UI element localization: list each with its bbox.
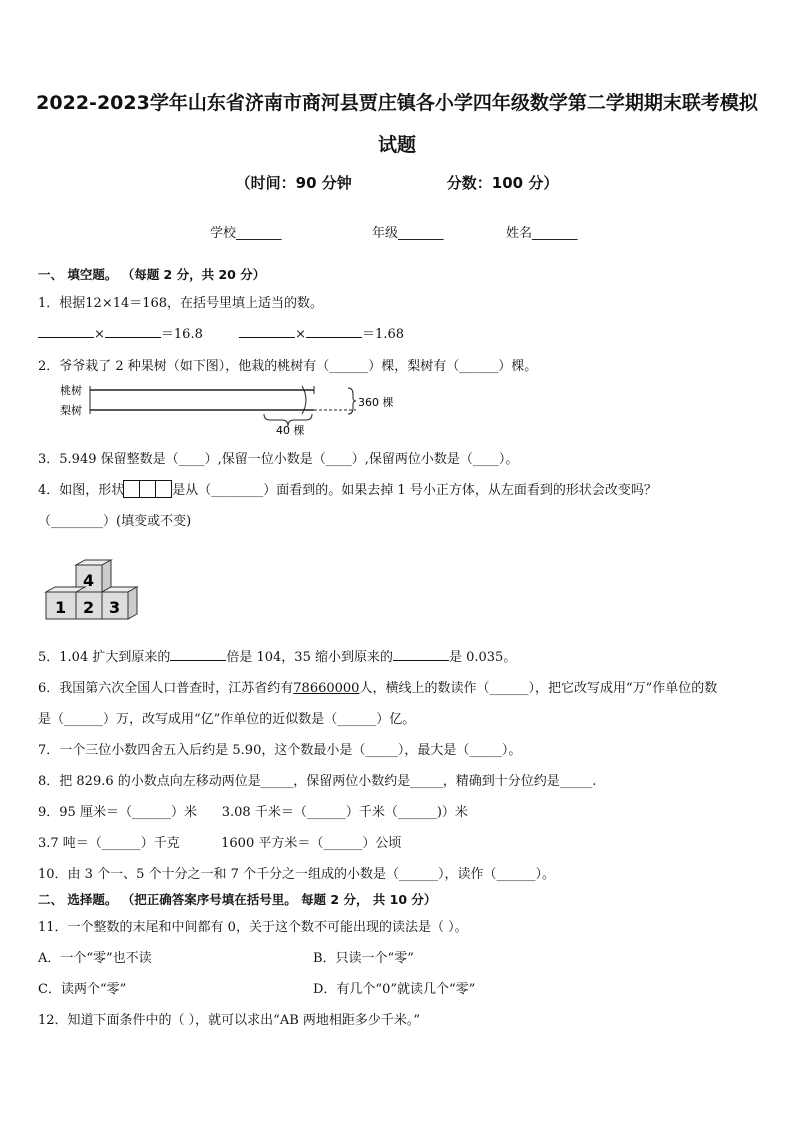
option-d[interactable]: D．有几个“0”就读几个“零” — [313, 982, 476, 997]
question-4-answer: （________）(填变或不变) — [38, 514, 192, 529]
school-field[interactable]: 学校_______ — [210, 226, 282, 241]
answer-blank[interactable] — [393, 648, 449, 661]
answer-blank[interactable] — [38, 325, 94, 338]
question-3: 3．5.949 保留整数是（____）,保留一位小数是（____）,保留两位小数是（____）。 — [38, 452, 519, 467]
exam-title-line2: 试题 — [377, 134, 416, 156]
question-2: 2．爷爷栽了 2 种果树（如下图），他栽的桃树有（______）棵，梨树有（______）棵。 — [38, 359, 538, 374]
question-4: 4．如图，形状 是从（________）面看到的。如果去掉 1 号小正方体，从左面看到的形状会改变吗？ — [38, 479, 657, 502]
option-b[interactable]: B．只读一个“零” — [313, 951, 414, 966]
name-field[interactable]: 姓名_______ — [506, 226, 578, 241]
question-8: 8．把 829.6 的小数点向左移动两位是_____，保留两位小数约是_____，精确到十分位约是_____. — [38, 774, 597, 789]
answer-blank[interactable] — [306, 325, 362, 338]
cube-label-2: 2 — [83, 598, 95, 617]
exam-title-line1: 2022-2023学年山东省济南市商河县贾庄镇各小学四年级数学第二学期期末联考模拟 — [36, 92, 758, 114]
pear-label: 梨树 — [60, 404, 82, 417]
option-c[interactable]: C．读两个“零” — [38, 982, 127, 997]
answer-blank[interactable] — [239, 325, 295, 338]
population-number: 78660000 — [293, 681, 360, 696]
tree-segment-diagram — [60, 380, 394, 437]
total-score: 分数：100 分） — [446, 174, 559, 192]
section2-heading: 二、 选择题。 （把正确答案序号填在括号里。 每题 2 分， 共 10 分） — [38, 892, 437, 907]
peach-label: 桃树 — [60, 384, 82, 397]
question-1: 1．根据12×14＝168，在括号里填上适当的数。 — [38, 296, 324, 311]
answer-blank[interactable] — [105, 325, 161, 338]
grade-field[interactable]: 年级_______ — [372, 226, 444, 241]
question-9-line2: 3.7 吨＝（______）千克 1600 平方米＝（______）公顷 — [38, 836, 402, 851]
total-label: 360 棵 — [358, 396, 394, 409]
question-5: 5．1.04 扩大到原来的 倍是 104，35 缩小到原来的 是 0.035。 — [38, 650, 517, 665]
question-7: 7．一个三位小数四舍五入后约是 5.90，这个数最小是（_____），最大是（_____）。 — [38, 743, 522, 758]
difference-label: 40 棵 — [276, 424, 305, 437]
option-a[interactable]: A．一个“零”也不读 — [38, 951, 152, 966]
answer-blank[interactable] — [170, 648, 226, 661]
view-shape-icon — [124, 480, 172, 502]
cube-label-1: 1 — [55, 598, 67, 617]
time-limit: （时间：90 分钟 — [235, 174, 352, 192]
question-6-line2: 是（______）万，改写成用“亿”作单位的近似数是（______）亿。 — [38, 712, 416, 727]
question-11: 11．一个整数的末尾和中间都有 0，关于这个数不可能出现的读法是（ ）。 — [38, 920, 468, 935]
question-6: 6．我国第六次全国人口普查时，江苏省约有78660000人，横线上的数读作（______），把它改写成用“万”作单位的数 — [38, 681, 718, 696]
question-12: 12．知道下面条件中的（ ），就可以求出“AB 两地相距多少千米。” — [38, 1013, 421, 1028]
question-10: 10．由 3 个一、5 个十分之一和 7 个千分之一组成的小数是（______），读作（______）。 — [38, 867, 556, 882]
cube-figure — [44, 560, 154, 630]
question-9-line1: 9．95 厘米＝（______）米 3.08 千米＝（______）千米（______)）米 — [38, 805, 468, 820]
cube-label-3: 3 — [109, 598, 121, 617]
question-1-equations: × ＝16.8 × ＝1.68 — [38, 323, 404, 342]
cube-label-4: 4 — [83, 571, 95, 590]
section1-heading: 一、 填空题。 （每题 2 分，共 20 分） — [38, 267, 266, 282]
exam-meta — [0, 172, 794, 193]
